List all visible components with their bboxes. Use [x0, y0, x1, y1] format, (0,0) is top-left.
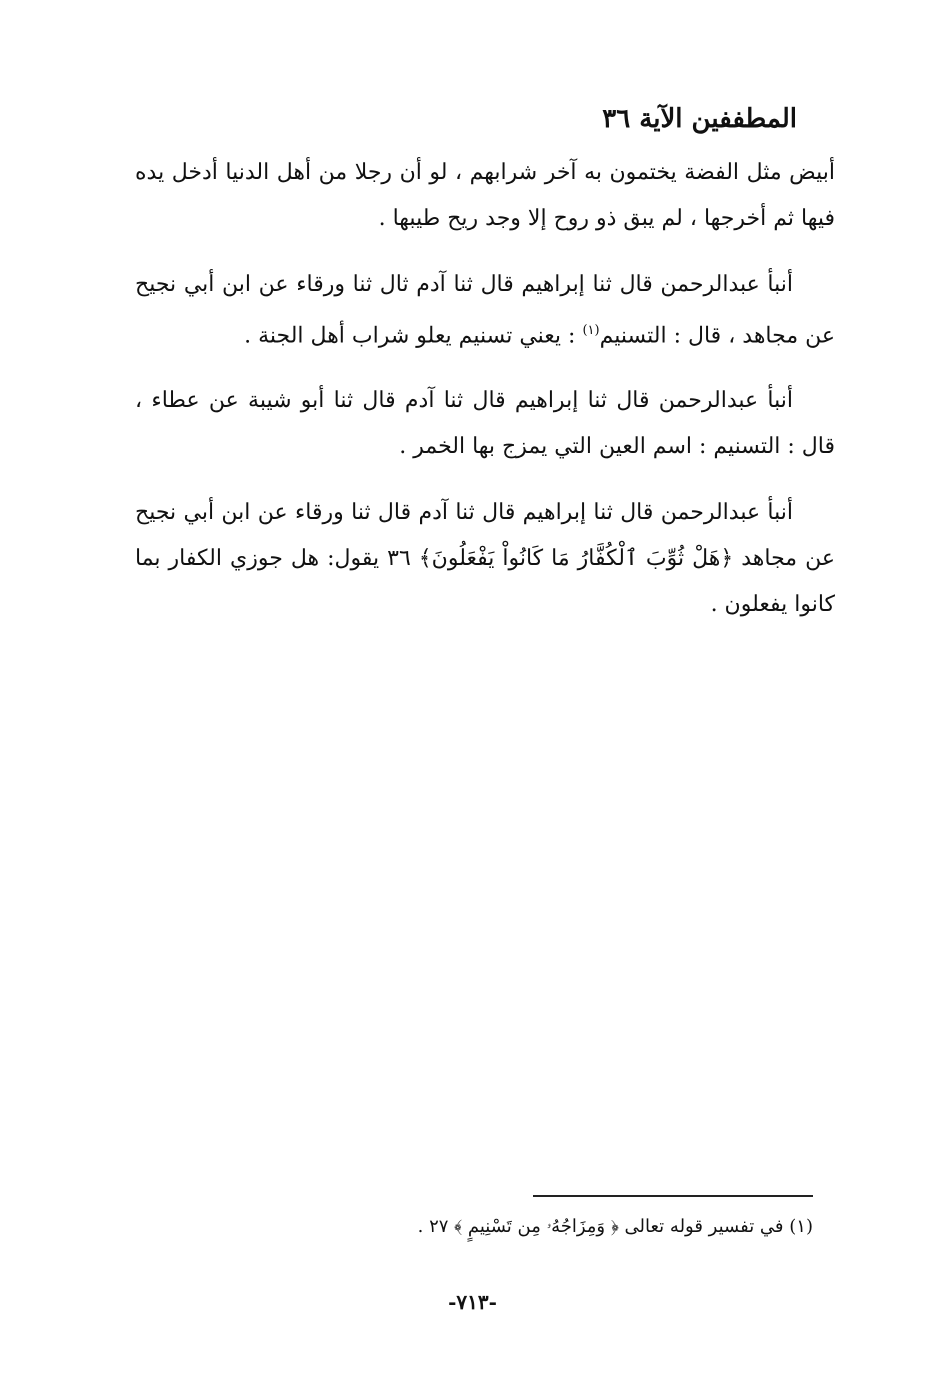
- paragraph-4-before-quote: أنبأ عبدالرحمن قال ثنا إبراهيم قال ثنا آدم قال ثنا ورقاء عن ابن أبي نجيح عن مجاهد: [135, 500, 835, 571]
- paragraph-4-text: [135, 490, 835, 628]
- paragraph-1: [135, 150, 835, 242]
- paragraph-2-before-note: أنبأ عبدالرحمن قال ثنا إبراهيم قال ثنا آدم ثال ثنا ورقاء عن ابن أبي نجيح عن مجاهد ، قال : التسنيم: [135, 272, 835, 349]
- paragraph-3-text: أنبأ عبدالرحمن قال ثنا إبراهيم قال ثنا آدم قال ثنا أبو شيبة عن عطاء ، قال : التسنيم : اسم العين التي يمزج بها الخمر .: [135, 388, 835, 459]
- quran-verse-quote: ﴿هَلْ ثُوِّبَ ٱلْكُفَّارُ مَا كَانُواْ يَفْعَلُونَ﴾: [418, 546, 734, 571]
- page-heading: المطففين الآية ٣٦: [602, 104, 797, 134]
- paragraph-2: [135, 262, 835, 359]
- paragraph-2-text: [135, 262, 835, 359]
- page-number: -٧١٣-: [448, 1290, 497, 1314]
- footnote: (١) في تفسير قوله تعالى ﴿ وَمِزَاجُهُۥ مِن تَسْنِيمٍ ﴾ ٢٧ .: [417, 1216, 813, 1237]
- footnote-reference: (١): [582, 323, 600, 338]
- paragraph-4: [135, 490, 835, 628]
- paragraph-3: [135, 378, 835, 470]
- paragraph-1-text: أبيض مثل الفضة يختمون به آخر شرابهم ، لو أن رجلا من أهل الدنيا أدخل يده فيها ثم أخرجها ، لم يبق ذو روح إلا وجد ريح طيبها .: [135, 160, 835, 231]
- paragraph-2-after-note: : يعني تسنيم يعلو شراب أهل الجنة .: [244, 323, 583, 349]
- footnote-divider: [533, 1195, 813, 1197]
- paragraph-4-after-quote: ٣٦ يقول: هل جوزي الكفار بما كانوا يفعلون .: [135, 546, 835, 617]
